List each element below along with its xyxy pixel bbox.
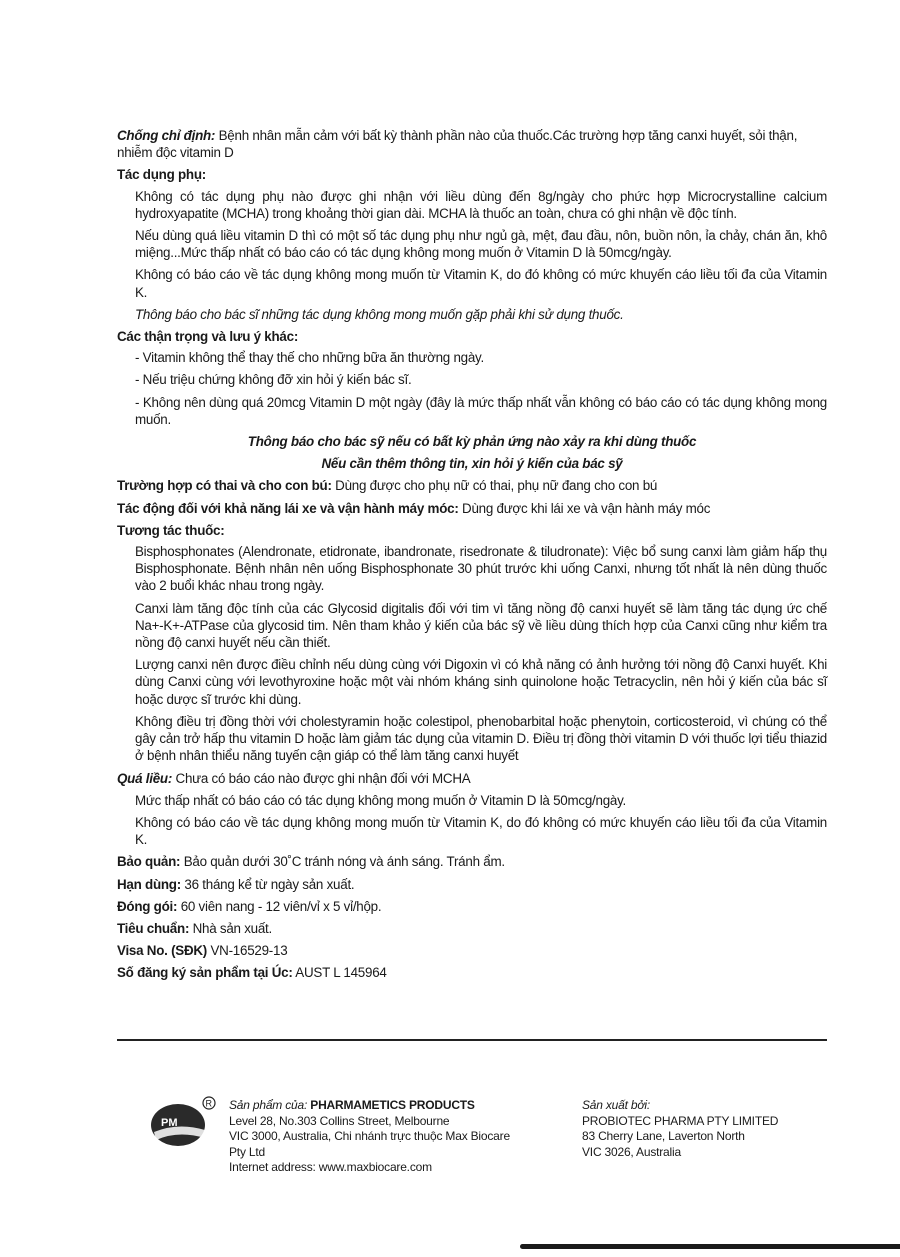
aust-label: Số đăng ký sản phẩm tại Úc: [117, 965, 293, 981]
contraindications-label: Chống chỉ định: [117, 128, 216, 143]
pregnancy [117, 477, 827, 494]
standard-text: Nhà sản xuất. [189, 920, 273, 936]
manufacturer-name: PROBIOTEC PHARMA PTY LIMITED [582, 1113, 779, 1128]
packaging-text: 60 viên nang - 12 viên/vỉ x 5 vỉ/hộp. [177, 898, 382, 914]
aust-registration [117, 964, 827, 981]
overdose-paragraph: Không có báo cáo về tác dụng không mong muốn từ Vitamin K, do đó không có mức khuyến cáo liều tối đa của Vitamin K. [135, 814, 827, 848]
driving-text: Dùng được khi lái xe và vận hành máy móc [458, 500, 711, 516]
expiry-text: 36 tháng kể từ ngày sản xuất. [180, 876, 355, 892]
product-of-heading [229, 1098, 559, 1114]
product-of-line: Pty Ltd [229, 1144, 265, 1159]
side-effects-paragraph: Không có báo cáo về tác dụng không mong muốn từ Vitamin K, do đó không có mức khuyến cáo liều tối đa của Vitamin K. [135, 267, 827, 300]
interactions-paragraph: Bisphosphonates (Alendronate, etidronate, ibandronate, risedronate & tiludronate): Việc bổ sung canxi làm giảm hấp thụ Bisphosphonate. Bệnh nhân nên uống Bisphosphonate 30 phút trước khi uống Canxi, nhưng tốt nhất là nên dùng thuốc vào 2 buổi khác nhau trong ngày. [135, 544, 827, 594]
interactions-heading: Tương tác thuốc: [117, 522, 225, 538]
side-effects-note: Thông báo cho bác sĩ những tác dụng không mong muốn gặp phải khi sử dụng thuốc. [135, 306, 624, 322]
side-effects-paragraph: Không có tác dụng phụ nào được ghi nhận với liều dùng đến 8g/ngày cho phức hợp Microcrystalline calcium hydroxyapatite (MCHA) trong khoảng thời gian dài. MCHA là thuốc an toàn, chưa có ghi nhận về độc tính. [135, 188, 827, 221]
manufacturer-line: 83 Cherry Lane, Laverton North [582, 1129, 745, 1144]
visa-text: VN-16529-13 [207, 943, 288, 959]
manufacturer-line: VIC 3026, Australia [582, 1144, 681, 1159]
product-of-block [229, 1098, 559, 1176]
precaution-item: - Nếu triệu chứng không đỡ xin hỏi ý kiến bác sĩ. [135, 372, 412, 388]
side-effects-heading: Tác dụng phụ: [117, 167, 206, 183]
page-edge-bar [520, 1244, 900, 1249]
section-divider [117, 1039, 827, 1041]
expiry [117, 876, 827, 893]
contraindications [117, 127, 827, 161]
notice-line-1: Thông báo cho bác sỹ nếu có bất kỳ phản ứng nào xảy ra khi dùng thuốc [247, 434, 697, 450]
contraindications-text: Bệnh nhân mẫn cảm với bất kỳ thành phần nào của thuốc.Các trường hợp tăng canxi huyết, sỏi thận, nhiễm độc vitamin D [117, 128, 798, 161]
packaging [117, 898, 827, 915]
visa-label: Visa No. (SĐK) [117, 943, 208, 959]
product-of-line: VIC 3000, Australia, Chi nhánh trực thuộc Max Biocare [229, 1129, 510, 1144]
notice-line-2: Nếu cần thêm thông tin, xin hỏi ý kiến của bác sỹ [321, 456, 623, 472]
overdose-label: Quá liều: [117, 770, 173, 786]
standard-label: Tiêu chuẩn: [117, 920, 190, 936]
product-of-website: Internet address: www.maxbiocare.com [229, 1160, 432, 1175]
product-of-line: Level 28, No.303 Collins Street, Melbourne [229, 1113, 450, 1128]
manufactured-by-label: Sản xuất bởi: [582, 1098, 651, 1112]
product-of-company: PHARMAMETICS PRODUCTS [307, 1098, 475, 1112]
driving-label: Tác động đối với khả năng lái xe và vận hành máy móc: [117, 500, 459, 516]
document-body [117, 127, 827, 987]
driving [117, 500, 827, 517]
pharmametics-logo-icon [150, 1096, 216, 1148]
manufactured-by-block [582, 1098, 812, 1160]
overdose-paragraph: Mức thấp nhất có báo cáo có tác dụng không mong muốn ở Vitamin D là 50mcg/ngày. [135, 792, 627, 808]
storage-label: Bảo quản: [117, 854, 181, 870]
overdose [117, 770, 827, 787]
interactions-paragraph: Lượng canxi nên được điều chỉnh nếu dùng cùng với Digoxin vì có khả năng có ảnh hưởng tới nồng độ Canxi huyết. Khi dùng Canxi cùng với levothyroxine hoặc một vài nhóm kháng sinh quinolone hoặc Tetracyclin, nên hỏi ý kiến của bác sĩ hoặc dược sĩ trước khi dùng. [135, 657, 827, 707]
expiry-label: Hạn dùng: [117, 876, 181, 892]
standard [117, 920, 827, 937]
product-of-label: Sản phẩm của: [229, 1098, 308, 1112]
precaution-item: - Không nên dùng quá 20mcg Vitamin D một ngày (đây là mức thấp nhất vẫn không có báo cáo có tác dụng không mong muốn. [135, 394, 827, 427]
pregnancy-label: Trường hợp có thai và cho con bú: [117, 478, 332, 494]
storage [117, 853, 827, 870]
registered-mark: R [205, 1098, 212, 1109]
precautions-heading: Các thận trọng và lưu ý khác: [117, 329, 299, 345]
interactions-paragraph: Canxi làm tăng độc tính của các Glycosid digitalis đối với tim vì tăng nồng độ canxi huyết sẽ làm tăng tác dụng ức chế Na+-K+-ATPase của glycosid tim. Nên tham khảo ý kiến của bác sỹ về liều dùng thích hợp của Canxi cũng như kiểm tra nồng độ canxi huyết nếu cần thiết. [135, 600, 827, 651]
interactions-paragraph: Không điều trị đồng thời với cholestyramin hoặc colestipol, phenobarbital hoặc phenytoin, corticosteroid, vì chúng có thể gây cản trở hấp thu vitamin D hoặc làm giảm tác dụng của vitamin D. Điều trị đồng thời vitamin D với thuốc lợi tiểu thiazid ở bệnh nhân thiểu năng tuyến cận giáp có thể làm tăng canxi huyết [135, 713, 827, 764]
packaging-label: Đóng gói: [117, 898, 178, 914]
precaution-item: - Vitamin không thể thay thế cho những bữa ăn thường ngày. [135, 350, 484, 366]
overdose-text: Chưa có báo cáo nào được ghi nhận đối với MCHA [172, 770, 471, 786]
side-effects-paragraph: Nếu dùng quá liều vitamin D thì có một số tác dụng phụ như ngủ gà, mệt, đau đầu, nôn, buồn nôn, ỉa chảy, chán ăn, khô miệng...Mức thấp nhất có báo cáo có tác dụng không mong muốn ở Vitamin D là 50mcg/ngày. [135, 228, 827, 261]
pregnancy-text: Dùng được cho phụ nữ có thai, phụ nữ đang cho con bú [331, 478, 658, 494]
logo-letters: PM [161, 1117, 178, 1129]
storage-text: Bảo quản dưới 30˚C tránh nóng và ánh sáng. Tránh ẩm. [180, 854, 505, 870]
visa [117, 942, 827, 959]
aust-text: AUST L 145964 [292, 965, 387, 981]
